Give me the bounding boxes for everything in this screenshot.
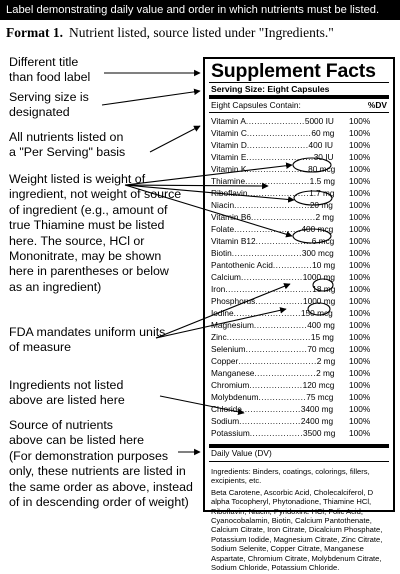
nutrient-dv: 100%	[349, 344, 371, 354]
nutrient-dv: 100%	[349, 368, 371, 378]
nutrient-amount: 30 IU	[313, 152, 334, 162]
nutrient-dv: 100%	[349, 236, 371, 246]
annotation-line: of ingredient (e.g., amount of	[9, 202, 168, 217]
nutrient-name-amount	[211, 379, 335, 391]
nutrient-amount: 1000 mg	[302, 272, 335, 282]
nutrient-name-amount	[211, 151, 335, 163]
nutrient-name-amount	[211, 367, 335, 379]
nutrient-amount: 3500 mg	[303, 428, 335, 438]
nutrient-name: Selenium	[211, 344, 246, 354]
leader-dots: ......................	[246, 164, 309, 174]
nutrient-name-amount	[211, 139, 335, 151]
annotation-line: the same order as above, instead	[9, 479, 193, 494]
annotation-line: Weight listed is weight of	[9, 172, 146, 186]
nutrient-dv: 100%	[349, 176, 371, 186]
rule-header	[209, 112, 389, 113]
annotation-line: FDA mandates uniform units	[9, 325, 166, 339]
nutrient-name: Magnesium	[211, 320, 254, 330]
sources-text: Beta Carotene, Ascorbic Acid, Cholecalciferol, D alpha Tocopheryl, Phytonadione, Thiamine HCl, Riboflavin, Niacin, Pyridoxine HCl, Folic Acid, Cyanocobalamin, Biotin, Calcium Pantothenate, Calcium Citrate, Iron Citrate, Dicalcium Phosphate, Potassium Iodide, Magnesium Citrate, Zinc Citrate, Sodium Selenite, Copper Citrate, Manganese Aspartate, Chromium Citrate, Molybdenum Citrate, Sodium Chloride, Potassium Chloride.	[211, 487, 383, 573]
nutrient-dv: 100%	[349, 296, 371, 306]
leader-dots: ...........................	[234, 200, 310, 210]
nutrient-dv: 100%	[349, 128, 371, 138]
leader-dots: ......................	[240, 272, 303, 282]
nutrient-name: Vitamin E	[211, 152, 247, 162]
nutrient-amount: 300 mcg	[301, 248, 334, 258]
nutrient-amount: 1.5 mg	[309, 176, 335, 186]
annotation-line: above can be listed here	[9, 433, 145, 448]
leader-dots: ...................	[253, 320, 308, 330]
nutrient-name: Biotin	[211, 248, 232, 258]
nutrient-name: Vitamin B6	[211, 212, 251, 222]
leader-dots: ..............................	[226, 332, 311, 342]
nutrient-amount: 400 IU	[308, 140, 333, 150]
serving-size: Serving Size: Eight Capsules	[211, 84, 330, 94]
nutrient-dv: 100%	[349, 272, 371, 282]
leader-dots: .........................	[231, 248, 302, 258]
nutrient-name-amount	[211, 187, 335, 199]
nutrient-name-amount	[211, 331, 335, 343]
leader-dots: .......................	[250, 212, 316, 222]
nutrient-amount: 80 mcg	[308, 164, 335, 174]
annotation-source	[9, 418, 193, 510]
nutrient-amount: 15 mg	[310, 332, 334, 342]
nutrient-dv: 100%	[349, 200, 371, 210]
leader-dots: ......................	[239, 416, 301, 426]
nutrient-name-amount	[211, 355, 335, 367]
format-label: Format 1.	[6, 25, 63, 40]
leader-dots: .................	[255, 296, 303, 306]
nutrient-amount: 400 mcg	[301, 224, 334, 234]
nutrient-dv: 100%	[349, 248, 371, 258]
nutrient-name: Pantothenic Acid	[211, 260, 273, 270]
contains-label: Eight Capsules Contain:	[211, 100, 301, 110]
ingredients-block	[211, 467, 387, 574]
format-text: Nutrient listed, source listed under "Ingredients."	[68, 25, 334, 40]
nutrient-name: Zinc	[211, 332, 227, 342]
annotation-line: Ingredients not listed	[9, 378, 124, 392]
leader-dots: .......................	[245, 176, 310, 186]
leader-dots: .....................	[245, 116, 305, 126]
nutrient-amount: 150 mcg	[300, 308, 333, 318]
nutrient-name: Vitamin D	[211, 140, 247, 150]
annotation-ingredients	[9, 378, 125, 409]
nutrient-dv: 100%	[349, 404, 371, 414]
nutrient-name-amount	[211, 295, 335, 307]
nutrient-dv: 100%	[349, 380, 371, 390]
annotation-line: ingredient, not weight of source	[9, 187, 182, 202]
nutrient-amount: 70 mcg	[307, 344, 335, 354]
leader-dots: .....................	[241, 404, 301, 414]
annotation-line: than food label	[9, 70, 91, 85]
leader-dots: ............................	[238, 356, 317, 366]
nutrient-dv: 100%	[349, 260, 371, 270]
nutrient-dv: 100%	[349, 188, 371, 198]
annotation-title	[9, 55, 90, 86]
rule-thick	[209, 95, 389, 99]
leader-dots: ...............................	[225, 284, 313, 294]
annotation-line: designated	[9, 105, 70, 120]
nutrient-amount: 2400 mg	[300, 416, 334, 426]
leader-dots: .......................	[246, 128, 312, 138]
leader-dots: ...................	[249, 428, 304, 438]
leader-dots: ....................	[255, 236, 312, 246]
annotation-line: of measure	[9, 340, 71, 355]
annotation-line: Different title	[9, 55, 79, 69]
format-heading	[6, 25, 334, 41]
nutrient-dv: 100%	[349, 320, 371, 330]
nutrient-name: Phosphorus	[211, 296, 256, 306]
nutrient-name: Folate	[211, 224, 235, 234]
nutrient-amount: 18 mg	[312, 284, 335, 294]
annotation-line: above are listed here	[9, 393, 125, 408]
nutrient-name-amount	[211, 259, 335, 271]
dv-header: %DV	[367, 100, 387, 110]
nutrient-dv: 100%	[349, 428, 371, 438]
supplement-facts-panel	[203, 57, 395, 573]
nutrient-name: Vitamin K	[211, 164, 247, 174]
nutrient-amount: 120 mcg	[302, 380, 335, 390]
nutrient-name: Iodine	[211, 308, 234, 318]
nutrient-name-amount	[211, 247, 335, 259]
nutrient-name-amount	[211, 175, 335, 187]
annotation-weight	[9, 172, 181, 295]
leader-dots: ...................	[249, 380, 303, 390]
nutrient-name: Manganese	[211, 368, 255, 378]
nutrient-name-amount	[211, 343, 335, 355]
nutrient-amount: 3400 mg	[300, 404, 334, 414]
nutrient-name-amount	[211, 415, 335, 427]
nutrient-name: Iron	[211, 284, 226, 294]
nutrient-dv: 100%	[349, 116, 371, 126]
nutrient-amount: 2 mg	[316, 356, 335, 366]
nutrient-name: Vitamin B12	[211, 236, 256, 246]
nutrient-amount: 1000 mg	[302, 296, 335, 306]
leader-dots: .................	[258, 392, 307, 402]
nutrient-name: Chromium	[211, 380, 250, 390]
panel-title: Supplement Facts	[211, 60, 376, 82]
nutrient-dv: 100%	[349, 308, 371, 318]
nutrient-name-amount	[211, 127, 335, 139]
banner: Label demonstrating daily value and order in which nutrients must be listed.	[0, 0, 400, 20]
annotation-line: only, these nutrients are listed in	[9, 464, 186, 479]
nutrient-name: Potassium	[211, 428, 250, 438]
nutrient-name-amount	[211, 283, 335, 295]
nutrient-name-amount	[211, 427, 335, 439]
nutrient-amount: 20 mg	[309, 200, 333, 210]
nutrient-amount: 5000 IU	[304, 116, 334, 126]
contains-header	[211, 100, 387, 112]
nutrient-name-amount	[211, 307, 335, 319]
nutrient-name: Sodium	[211, 416, 240, 426]
annotation-line: a "Per Serving" basis	[9, 145, 126, 160]
leader-dots: ......................	[254, 368, 317, 378]
nutrient-name: Riboflavin	[211, 188, 248, 198]
nutrient-name: Copper	[211, 356, 239, 366]
nutrient-dv: 100%	[349, 416, 371, 426]
leader-dots: ..............	[272, 260, 313, 270]
leader-dots: ......................	[247, 188, 310, 198]
leader-dots: ........................	[233, 308, 301, 318]
nutrient-amount: 10 mg	[312, 260, 335, 270]
nutrient-amount: 2 mg	[315, 212, 334, 222]
nutrient-name-amount	[211, 199, 335, 211]
rule-thin-top	[209, 82, 389, 83]
annotation-line: Source of nutrients	[9, 418, 114, 432]
annotation-serving	[9, 90, 89, 121]
nutrient-amount: 60 mg	[311, 128, 335, 138]
nutrient-name: Vitamin A	[211, 116, 246, 126]
nutrient-dv: 100%	[349, 224, 371, 234]
nutrient-dv: 100%	[349, 212, 371, 222]
daily-value-footnote: Daily Value (DV)	[211, 448, 272, 458]
nutrient-dv: 100%	[349, 140, 371, 150]
nutrient-dv: 100%	[349, 152, 371, 162]
annotation-line: as an ingredient)	[9, 279, 102, 294]
nutrient-name: Chloride	[211, 404, 242, 414]
leader-dots: ......................	[245, 344, 308, 354]
nutrient-name: Molybdenum	[211, 392, 259, 402]
nutrient-name-amount	[211, 223, 335, 235]
nutrient-name-amount	[211, 115, 335, 127]
arrow-per-serving	[150, 126, 200, 152]
annotation-line: Serving size is	[9, 90, 89, 104]
annotation-line: here in parentheses or below	[9, 264, 169, 279]
nutrient-dv: 100%	[349, 356, 371, 366]
annotation-line: Mononitrate, may be shown	[9, 249, 162, 264]
nutrient-dv: 100%	[349, 164, 371, 174]
nutrient-dv: 100%	[349, 332, 371, 342]
nutrient-name-amount	[211, 271, 335, 283]
nutrient-name: Niacin	[211, 200, 235, 210]
nutrient-amount: 1.7 mg	[309, 188, 335, 198]
arrow-serving	[102, 91, 200, 105]
ingredients-text: Ingredients: Binders, coatings, colorings, fillers, excipients, etc.	[211, 467, 370, 486]
annotation-per-serving	[9, 130, 125, 161]
leader-dots: ........................	[234, 224, 302, 234]
nutrient-name: Vitamin C	[211, 128, 247, 138]
annotation-line: of in descending order of weight)	[9, 495, 189, 510]
nutrient-name: Thiamine	[211, 176, 246, 186]
nutrient-name-amount	[211, 163, 335, 175]
nutrient-name-amount	[211, 211, 335, 223]
annotation-line: All nutrients listed on	[9, 130, 124, 144]
nutrient-amount: 400 mg	[307, 320, 335, 330]
nutrient-dv: 100%	[349, 284, 371, 294]
nutrient-amount: 6 mcg	[311, 236, 335, 246]
leader-dots: ......................	[246, 140, 309, 150]
annotation-units	[9, 325, 165, 356]
nutrient-name-amount	[211, 391, 335, 403]
nutrient-amount: 75 mcg	[306, 392, 334, 402]
nutrient-dv: 100%	[349, 392, 371, 402]
leader-dots: ........................	[246, 152, 314, 162]
annotation-line: (For demonstration purposes	[9, 448, 169, 463]
nutrient-name-amount	[211, 235, 335, 247]
annotation-line: true Thiamine must be listed	[9, 218, 165, 233]
nutrient-amount: 2 mg	[316, 368, 335, 378]
annotation-line: here. The source, HCl or	[9, 233, 145, 248]
nutrient-name-amount	[211, 403, 335, 415]
nutrient-name: Calcium	[211, 272, 241, 282]
rule-footnote	[209, 461, 389, 462]
nutrient-name-amount	[211, 319, 335, 331]
